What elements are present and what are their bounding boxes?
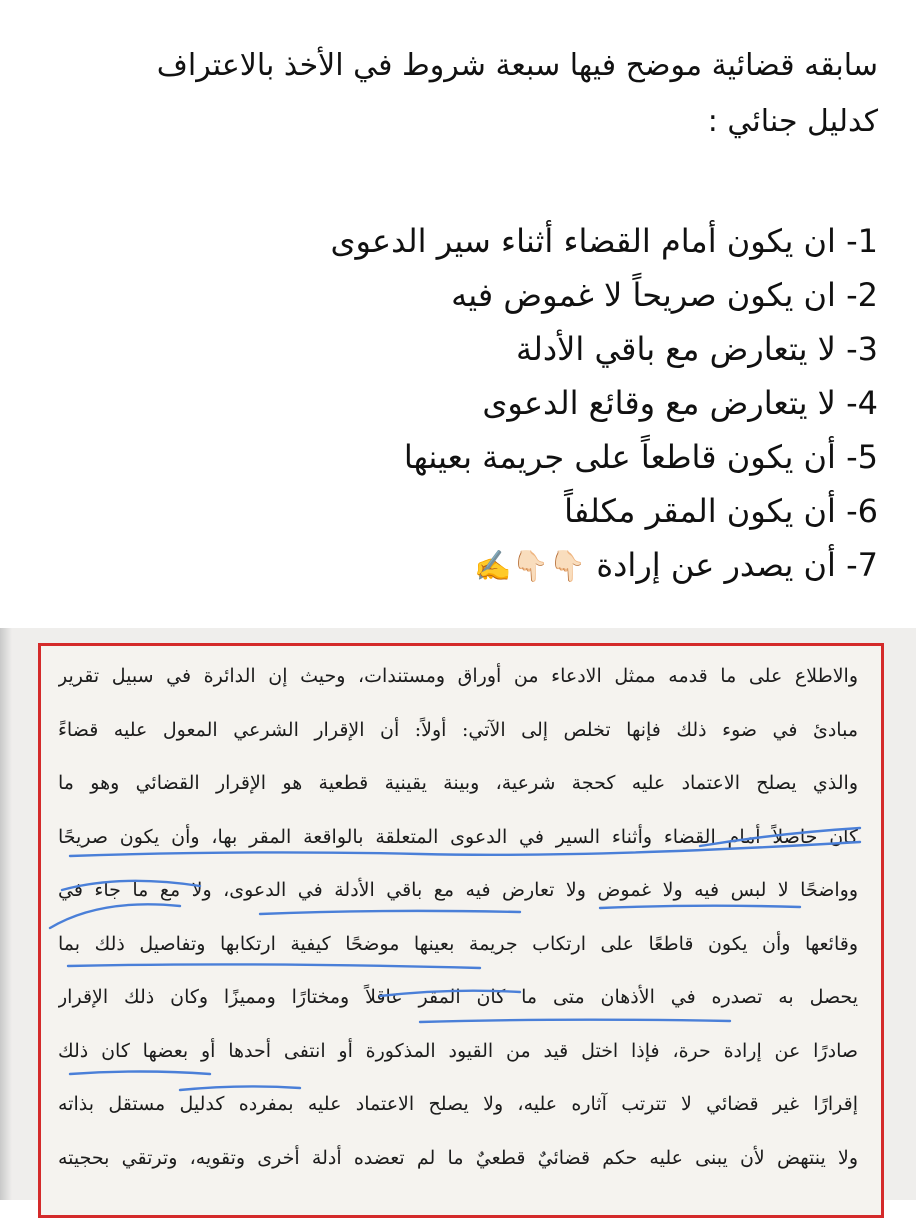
condition-item-6: 6- أن يكون المقر مكلفاً [564,492,878,530]
condition-item-7-text: 7- أن يصدر عن إرادة [596,546,878,584]
header-line-1: سابقه قضائية موضح فيها سبعة شروط في الأخذ بالاعتراف [156,48,878,83]
scan-line: والذي يصلح الاعتماد عليه كحجة شرعية، وبينة يقينية قطعية هو الإقرار القضائي وهو ما [58,772,858,794]
scanned-judgment-text [58,650,858,1185]
condition-item-5: 5- أن يكون قاطعاً على جريمة بعينها [403,438,878,476]
scan-line: وقائعها وأن يكون قاطعًا على ارتكاب جريمة بعينها موضحًا كيفية ارتكابها وتفاصيل ذلك بما [58,932,858,955]
scan-line: وواضحًا لا لبس فيه ولا غموض ولا تعارض فيه مع باقي الأدلة في الدعوى، ولا مع ما جاء في [58,879,858,901]
scan-edge-shadow [0,628,12,1200]
scan-line: صادرًا عن إرادة حرة، فإذا اختل قيد من القيود المذكورة أو انتفى أحدها أو بعضها كان ذلك [58,1039,858,1062]
scan-line: إقرارًا غير قضائي لا تترتب آثاره عليه، ولا يصلح الاعتماد عليه بمفرده كدليل مستقل بذاته [58,1093,858,1115]
condition-header [28,38,878,150]
condition-item-4: 4- لا يتعارض مع وقائع الدعوى [482,384,878,422]
condition-item-2: 2- ان يكون صريحاً لا غموض فيه [451,276,878,314]
scan-line: كان حاصلاً أمام القضاء وأثناء السير في الدعوى المتعلقة بالواقعة المقر بها، وأن يكون صريحًا [58,825,858,848]
header-line-2: كدليل جنائي : [707,104,878,139]
scan-line: ولا ينتهض لأن يبنى عليه حكم قضائيٌ قطعيٌ ما لم تعضده أدلة أخرى وتقويه، وترتقي بحجيته [58,1146,858,1169]
scan-line: مبادئ في ضوء ذلك فإنها تخلص إلى الآتي: أولاً: أن الإقرار الشرعي المعول عليه قضاءً [58,718,858,741]
condition-item-3: 3- لا يتعارض مع باقي الأدلة [516,330,878,368]
pointing-down-emoji-icon: 👇🏻👇🏻✍️ [474,549,587,584]
condition-item-7 [28,538,878,592]
conditions-list [28,214,878,592]
scan-line: يحصل به تصدره في الأذهان متى ما كان المقر عاقلاً ومختارًا ومميزًا وكان ذلك الإقرار [58,986,858,1008]
scan-line: والاطلاع على ما قدمه ممثل الادعاء من أوراق ومستندات، وحيث إن الدائرة في سبيل تقرير [58,665,858,687]
condition-item-1: 1- ان يكون أمام القضاء أثناء سير الدعوى [330,222,878,260]
